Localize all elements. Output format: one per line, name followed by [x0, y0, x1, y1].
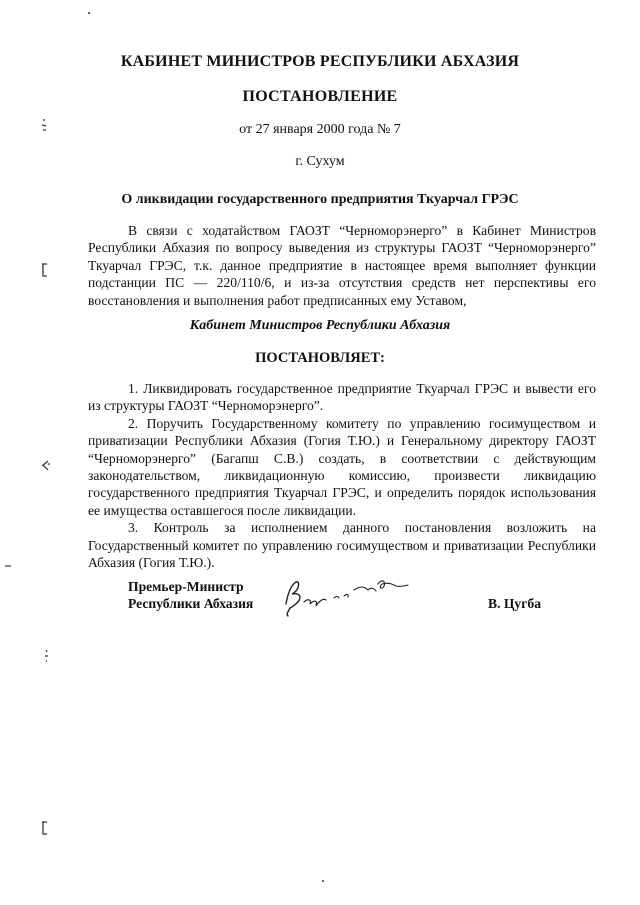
- decree-heading: ПОСТАНОВЛЯЕТ:: [255, 350, 385, 366]
- cabinet-line: Кабинет Министров Республики Абхазия: [189, 318, 451, 333]
- decree-items: [88, 380, 596, 571]
- signatory-title: [128, 578, 253, 612]
- organization-title: КАБИНЕТ МИНИСТРОВ РЕСПУБЛИКИ АБХАЗИЯ: [120, 53, 520, 70]
- scan-artifact-mark: [42, 648, 52, 664]
- handwritten-signature: [278, 570, 428, 620]
- signatory-title-line2: Республики Абхазия: [128, 596, 254, 611]
- decree-item: 2. Поручить Государственному комитету по управлению госимуществом и приватизации Республики Абхазия (Гогия Т.Ю.) и Генеральному директору ГАОЗТ “Черноморэнерго” (Багапш С.В.) создать, в соответствии с действующим законодательством, ликвидационную комиссию, произвести ликвидацию государственного предприятия Ткуарчал ГРЭС, и определить порядок использования ее имущества оставшегося после ликвидации.: [88, 415, 596, 518]
- scan-artifact-mark: [4, 563, 12, 569]
- intro-paragraph: В связи с ходатайством ГАОЗТ “Черноморэнерго” в Кабинет Министров Республики Абхазия по вопросу выведения из структуры ГАОЗТ “Черноморэнерго” Ткуарчал ГРЭС, т.к. данное предприятие в настоящее время выполняет функции подстанции ПС — 220/110/6, и из-за отсутствия средств нет перспективы его восстановления и выполнения работ предписанных ему Уставом,: [88, 223, 596, 308]
- document-date-number: от 27 января 2000 года № 7: [239, 122, 401, 137]
- scan-artifact-dot: [86, 10, 92, 16]
- document-type-heading: ПОСТАНОВЛЕНИЕ: [242, 88, 398, 105]
- document-city: г. Сухум: [295, 154, 345, 169]
- document-subject: О ликвидации государственного предприятия Ткуарчал ГРЭС: [121, 192, 519, 207]
- scan-artifact-mark: [40, 118, 50, 132]
- decree-item: 1. Ликвидировать государственное предприятие Ткуарчал ГРЭС и вывести его из структуры ГАОЗТ “Черноморэнерго”.: [88, 381, 596, 414]
- signatory-title-line1: Премьер-Министр: [128, 579, 244, 594]
- scan-artifact-mark: [40, 820, 50, 836]
- decree-item: 3. Контроль за исполнением данного постановления возложить на Государственный комитет по управлению госимуществом и приватизации Республики Абхазия (Гогия Т.Ю.).: [88, 520, 596, 571]
- scan-artifact-mark: [40, 262, 50, 278]
- signatory-name: В. Цугба: [488, 596, 542, 611]
- scan-artifact-mark: [40, 458, 52, 472]
- scan-artifact-dot: [320, 878, 326, 884]
